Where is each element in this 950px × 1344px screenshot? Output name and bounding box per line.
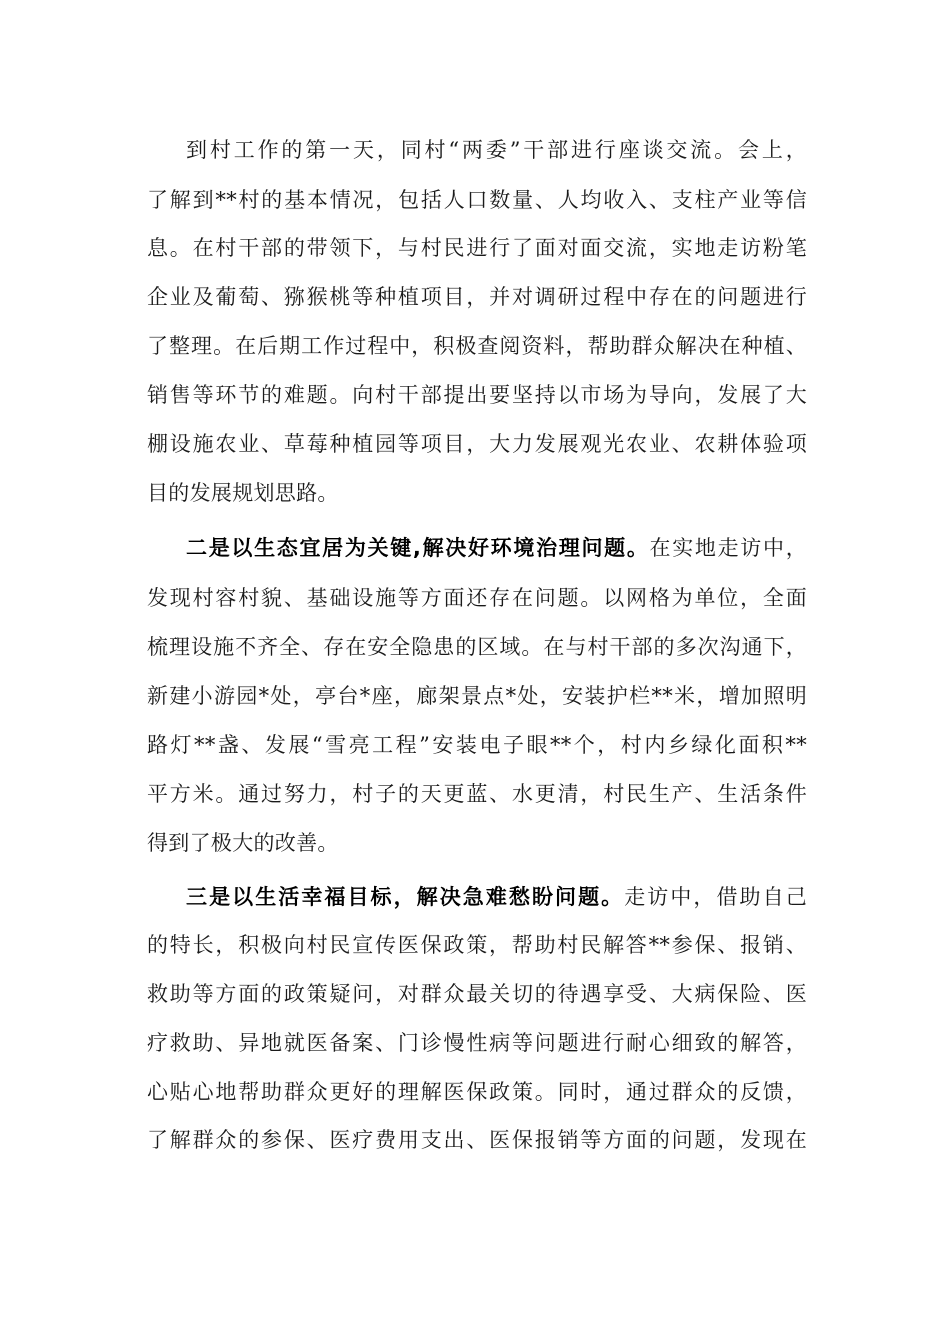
paragraph-2-line-1 [186, 528, 807, 568]
paragraph-3-line-1 [186, 877, 807, 917]
paragraph-1-line-4: 企业及葡萄、猕猴桃等种植项目，并对调研过程中存在的问题进行 [147, 285, 807, 309]
paragraph-3-line-6: 了解群众的参保、医疗费用支出、医保报销等方面的问题，发现在 [147, 1128, 807, 1152]
paragraph-1-line-6: 销售等环节的难题。向村干部提出要坚持以市场为导向，发展了大 [147, 383, 807, 407]
paragraph-2-line-4: 新建小游园*处，亭台*座，廊架景点*处，安装护栏**米，增加照明 [147, 684, 807, 708]
paragraph-2-line-7: 得到了极大的改善。 [147, 831, 339, 855]
paragraph-3-heading: 三是以生活幸福目标，解决急难愁盼问题。 [186, 885, 625, 909]
paragraph-1-line-2: 了解到**村的基本情况，包括人口数量、人均收入、支柱产业等信 [147, 188, 807, 212]
paragraph-3-line-2: 的特长，积极向村民宣传医保政策，帮助村民解答**参保、报销、 [147, 933, 807, 957]
paragraph-3-line-3: 救助等方面的政策疑问，对群众最关切的待遇享受、大病保险、医 [147, 982, 807, 1006]
paragraph-2-heading: 二是以生态宜居为关键,解决好环境治理问题。 [186, 536, 650, 560]
paragraph-1-line-1: 到村工作的第一天，同村“两委”干部进行座谈交流。会上， [186, 138, 807, 162]
paragraph-1-line-7: 棚设施农业、草莓种植园等项目，大力发展观光农业、农耕体验项 [147, 432, 807, 456]
paragraph-3-line-4: 疗救助、异地就医备案、门诊慢性病等问题进行耐心细致的解答， [147, 1031, 807, 1055]
paragraph-2-line-2: 发现村容村貌、基础设施等方面还存在问题。以网格为单位，全面 [147, 586, 807, 610]
paragraph-1-line-5: 了整理。在后期工作过程中，积极查阅资料，帮助群众解决在种植、 [147, 334, 807, 358]
paragraph-2-line-3: 梳理设施不齐全、存在安全隐患的区域。在与村干部的多次沟通下， [147, 635, 807, 659]
paragraph-1-line-3: 息。在村干部的带领下，与村民进行了面对面交流，实地走访粉笔 [147, 236, 807, 260]
paragraph-2-first-rest: 在实地走访中， [649, 536, 807, 560]
paragraph-3-line-5: 心贴心地帮助群众更好的理解医保政策。同时，通过群众的反馈， [147, 1080, 807, 1104]
paragraph-2-line-6: 平方米。通过努力，村子的天更蓝、水更清，村民生产、生活条件 [147, 782, 807, 806]
paragraph-2-line-5: 路灯**盏、发展“雪亮工程”安装电子眼**个，村内乡绿化面积** [147, 733, 807, 757]
paragraph-1-line-8: 目的发展规划思路。 [147, 481, 339, 505]
paragraph-3-first-rest: 走访中，借助自己 [624, 885, 807, 909]
